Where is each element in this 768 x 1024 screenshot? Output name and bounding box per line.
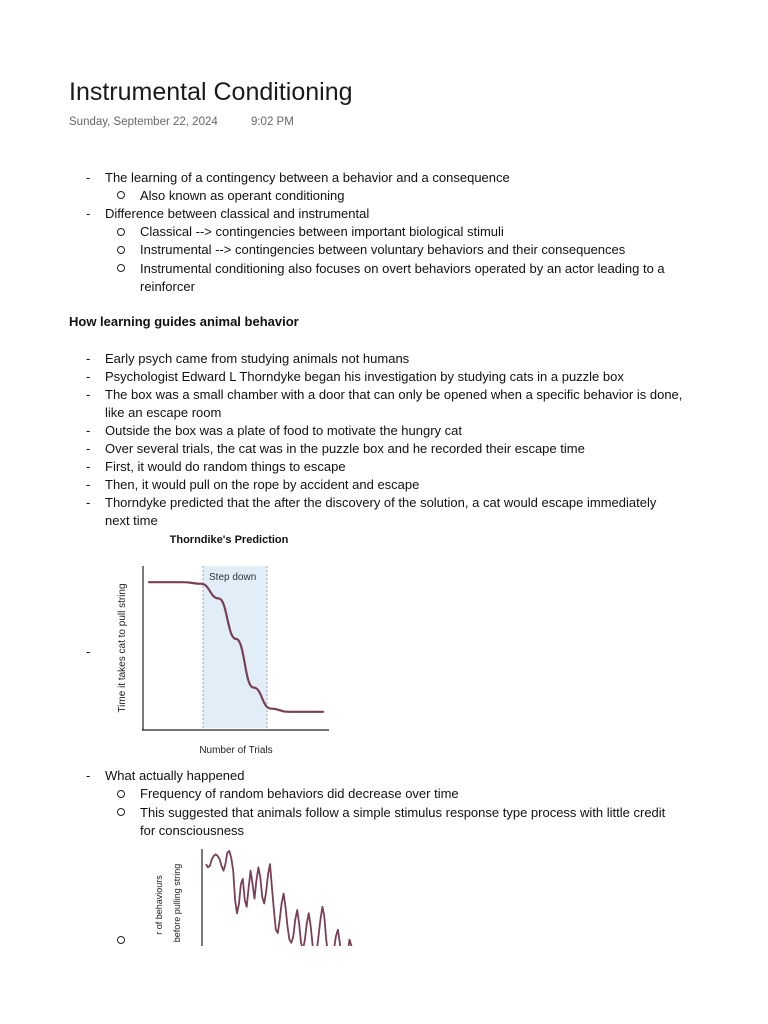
list-item: Then, it would pull on the rope by accident and escape <box>105 477 420 492</box>
page-title: Instrumental Conditioning <box>69 78 353 106</box>
list-item: This suggested that animals follow a simple stimulus response type process with little credit <box>140 805 666 820</box>
x-axis-label: Number of Trials <box>199 745 273 756</box>
list-item: Instrumental --> contingencies between voluntary behaviors and their consequences <box>140 242 626 257</box>
list-item: Psychologist Edward L Thorndyke began his investigation by studying cats in a puzzle box <box>105 369 624 384</box>
dash-bullet: - <box>86 495 91 510</box>
note-timestamp <box>69 116 294 128</box>
list-item: What actually happened <box>105 768 245 783</box>
circle-bullet <box>117 790 125 798</box>
actual-results-chart <box>148 845 403 946</box>
step-down-label: Step down <box>209 572 257 583</box>
dash-bullet: - <box>86 768 91 783</box>
dash-bullet: - <box>86 206 91 221</box>
dash-bullet: - <box>86 477 91 492</box>
dash-bullet: - <box>86 423 91 438</box>
list-item: The box was a small chamber with a door that can only be opened when a specific behavior is done, <box>105 387 683 402</box>
list-item: Difference between classical and instrumental <box>105 206 370 221</box>
list-item-continuation: next time <box>105 513 158 528</box>
circle-bullet <box>117 808 125 816</box>
dash-bullet: - <box>86 441 91 456</box>
y-axis-label: Time it takes cat to pull string <box>117 583 128 713</box>
circle-bullet <box>117 264 125 272</box>
note-date: Sunday, September 22, 2024 <box>69 116 218 128</box>
list-item-continuation: reinforcer <box>140 279 195 294</box>
dash-bullet: - <box>86 170 91 185</box>
list-item-continuation: like an escape room <box>105 405 222 420</box>
step-down-band <box>203 566 267 728</box>
y-axis-label-line1: r of behaviours <box>154 875 164 935</box>
dash-bullet: - <box>86 369 91 384</box>
list-item: Early psych came from studying animals not humans <box>105 351 410 366</box>
chart-title: Thorndike's Prediction <box>169 534 289 546</box>
list-item: Instrumental conditioning also focuses on overt behaviors operated by an actor leading to a <box>140 261 665 276</box>
dash-bullet: - <box>86 459 91 474</box>
dash-bullet: - <box>86 644 91 659</box>
list-item: Outside the box was a plate of food to motivate the hungry cat <box>105 423 462 438</box>
circle-bullet <box>117 228 125 236</box>
list-item: Also known as operant conditioning <box>140 188 345 203</box>
list-item-continuation: for consciousness <box>140 823 245 838</box>
circle-bullet <box>117 936 125 944</box>
dash-bullet: - <box>86 351 91 366</box>
circle-bullet <box>117 191 125 199</box>
prediction-chart <box>105 528 340 765</box>
circle-bullet <box>117 246 125 254</box>
note-time: 9:02 PM <box>250 116 294 128</box>
list-item: Frequency of random behaviors did decrease over time <box>140 786 459 801</box>
actual-behaviour-line <box>206 851 398 946</box>
list-item: Over several trials, the cat was in the puzzle box and he recorded their escape time <box>105 441 585 456</box>
list-item: The learning of a contingency between a behavior and a consequence <box>105 170 510 185</box>
list-item: Classical --> contingencies between important biological stimuli <box>140 224 504 239</box>
section-heading: How learning guides animal behavior <box>69 314 299 329</box>
y-axis-label-line2: before pulling string <box>172 863 182 943</box>
dash-bullet: - <box>86 387 91 402</box>
list-item: Thorndyke predicted that the after the discovery of the solution, a cat would escape immediately <box>105 495 657 510</box>
list-item: First, it would do random things to escape <box>105 459 346 474</box>
